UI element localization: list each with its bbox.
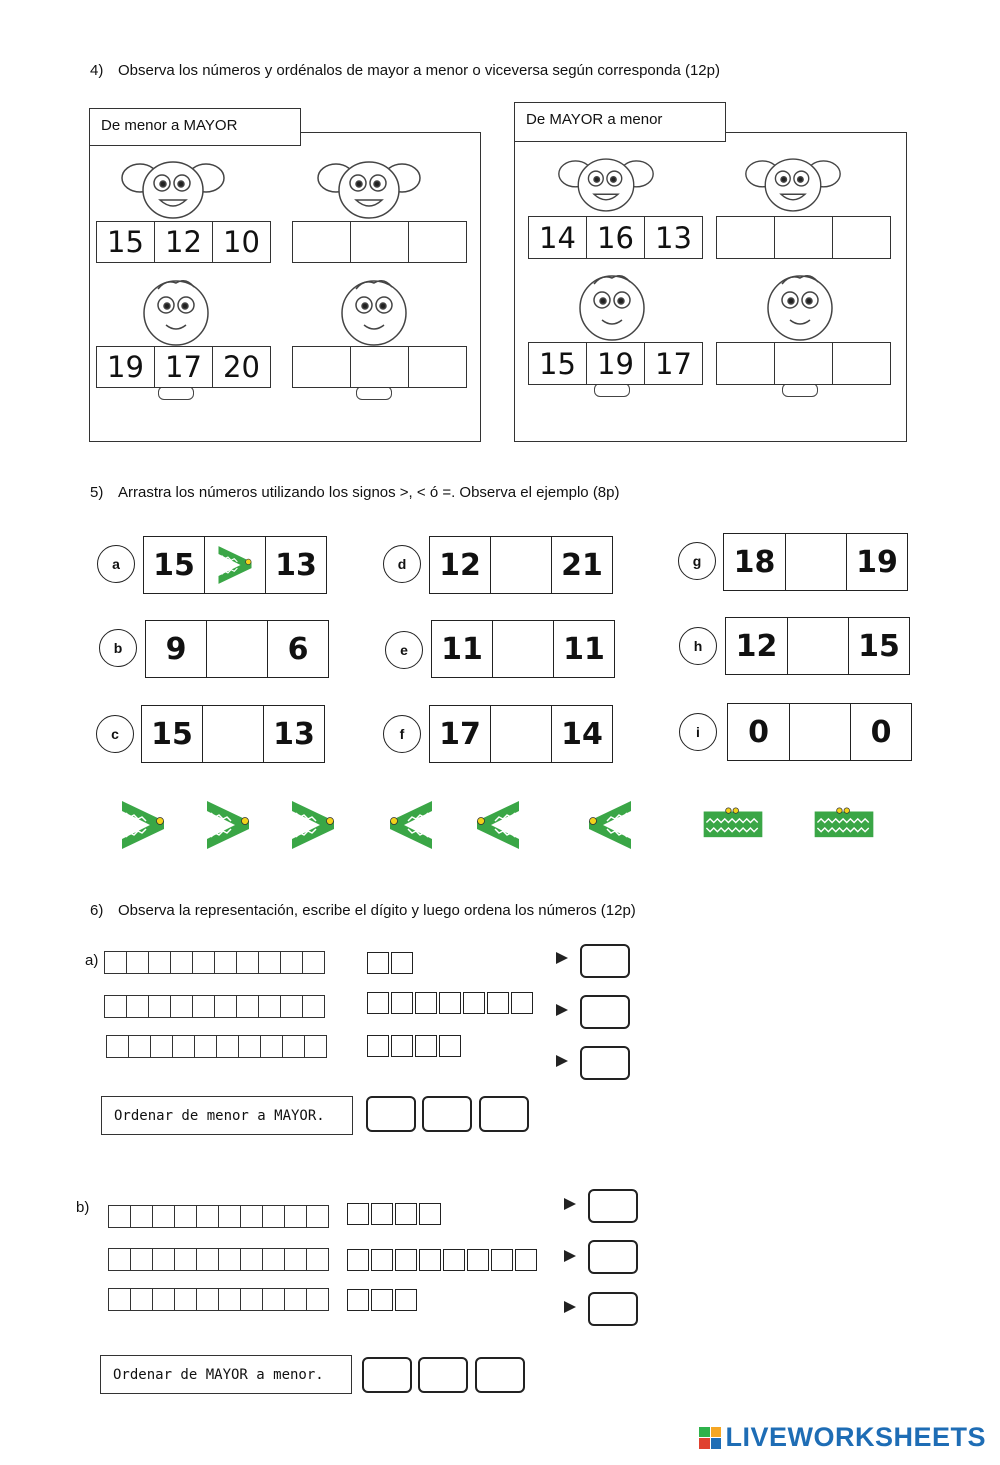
item-letter-f: f	[383, 715, 421, 753]
right-number: 13	[273, 716, 315, 752]
tens-cell	[303, 996, 324, 1017]
tens-cell	[109, 1289, 131, 1310]
unit-cube	[371, 1289, 393, 1311]
croc-greater-than-icon	[203, 797, 253, 853]
number-answer-box[interactable]	[588, 1240, 638, 1274]
unit-cube	[467, 1249, 489, 1271]
tens-cell	[171, 952, 193, 973]
tens-cell	[303, 952, 324, 973]
tens-cell	[175, 1206, 197, 1227]
tens-cell	[285, 1289, 307, 1310]
item-letter-a: a	[97, 545, 135, 583]
tens-cell	[193, 952, 215, 973]
girl-illustration	[314, 150, 424, 230]
tens-cell	[283, 1036, 305, 1057]
sign-drop-zone[interactable]	[493, 621, 554, 677]
draggable-less-than[interactable]	[473, 797, 523, 858]
unit-cube	[439, 992, 461, 1014]
example-row-right-bottom: 15 19 17	[528, 342, 703, 385]
tens-strip	[104, 951, 325, 974]
answer-cell[interactable]	[833, 217, 890, 258]
comparison-f	[429, 705, 613, 763]
number-answer-box[interactable]	[580, 1046, 630, 1080]
answer-row-right-top	[716, 216, 891, 259]
answer-cell[interactable]	[833, 343, 890, 384]
unit-cubes	[367, 952, 413, 974]
unit-cube	[515, 1249, 537, 1271]
number-answer-box[interactable]	[588, 1292, 638, 1326]
tens-cell	[241, 1289, 263, 1310]
tens-cell	[215, 996, 237, 1017]
unit-cube	[463, 992, 485, 1014]
unit-cube	[347, 1203, 369, 1225]
tens-cell	[175, 1289, 197, 1310]
arrow-right-icon	[564, 1250, 576, 1262]
panel-label-menor-a-mayor: De menor a MAYOR	[89, 108, 301, 146]
tens-strip	[108, 1205, 329, 1228]
answer-cell[interactable]	[717, 343, 775, 384]
kid-feet	[356, 386, 392, 400]
unit-cubes	[367, 1035, 461, 1057]
croc-greater-than-icon	[211, 543, 259, 587]
order-answer-box[interactable]	[366, 1096, 416, 1132]
unit-cube	[443, 1249, 465, 1271]
order-answer-box[interactable]	[362, 1357, 412, 1393]
draggable-greater-than[interactable]	[118, 797, 168, 858]
unit-cubes	[367, 992, 533, 1014]
unit-cube	[439, 1035, 461, 1057]
tens-cell	[285, 1249, 307, 1270]
draggable-equals[interactable]	[700, 806, 766, 844]
boy-illustration	[334, 275, 414, 349]
tens-cell	[237, 952, 259, 973]
item-letter-g: g	[678, 542, 716, 580]
tens-cell	[219, 1289, 241, 1310]
tens-cell	[193, 996, 215, 1017]
tens-cell	[195, 1036, 217, 1057]
answer-cell[interactable]	[351, 222, 409, 262]
unit-cube	[415, 992, 437, 1014]
comparison-i	[727, 703, 912, 761]
tens-cell	[109, 1206, 131, 1227]
unit-cube	[391, 952, 413, 974]
answer-cell[interactable]	[717, 217, 775, 258]
tens-cell	[285, 1206, 307, 1227]
girl-illustration	[738, 148, 848, 222]
answer-row-left-top	[292, 221, 467, 263]
draggable-equals[interactable]	[811, 806, 877, 844]
comparison-a	[143, 536, 327, 594]
answer-cell[interactable]	[409, 222, 466, 262]
tens-cell	[127, 996, 149, 1017]
croc-less-than-icon	[386, 797, 436, 853]
part-a-label: a)	[85, 952, 99, 969]
number-answer-box[interactable]	[588, 1189, 638, 1223]
order-label-a: Ordenar de menor a MAYOR.	[101, 1096, 353, 1135]
unit-cube	[347, 1249, 369, 1271]
unit-cube	[391, 1035, 413, 1057]
arrow-right-icon	[556, 952, 568, 964]
tens-cell	[149, 996, 171, 1017]
comparison-e	[431, 620, 615, 678]
comparison-c	[141, 705, 325, 763]
number-answer-box[interactable]	[580, 944, 630, 978]
tens-cell	[263, 1249, 285, 1270]
tens-cell	[175, 1249, 197, 1270]
comparison-h	[725, 617, 910, 675]
tens-cell	[241, 1249, 263, 1270]
unit-cube	[395, 1289, 417, 1311]
order-answer-box[interactable]	[422, 1096, 472, 1132]
liveworksheets-logo-icon	[699, 1427, 721, 1449]
sign-drop-zone[interactable]	[491, 537, 552, 593]
tens-cell	[153, 1289, 175, 1310]
order-answer-box[interactable]	[418, 1357, 468, 1393]
unit-cube	[491, 1249, 513, 1271]
number-answer-box[interactable]	[580, 995, 630, 1029]
unit-cube	[419, 1249, 441, 1271]
draggable-greater-than[interactable]	[288, 797, 338, 858]
unit-cube	[395, 1203, 417, 1225]
tens-cell	[197, 1289, 219, 1310]
arrow-right-icon	[556, 1004, 568, 1016]
tens-cell	[217, 1036, 239, 1057]
order-answer-box[interactable]	[475, 1357, 525, 1393]
right-number: 14	[561, 716, 603, 752]
draggable-greater-than[interactable]	[203, 797, 253, 858]
panel-label-mayor-a-menor: De MAYOR a menor	[514, 102, 726, 142]
tens-cell	[131, 1249, 153, 1270]
tens-cell	[173, 1036, 195, 1057]
sign-drop-zone[interactable]	[203, 706, 264, 762]
left-number: 15	[144, 537, 205, 593]
tens-cell	[259, 996, 281, 1017]
tens-cell	[281, 952, 303, 973]
section-5-instruction: 5) Arrastra los números utilizando los signos >, < ó =. Observa el ejemplo (8p)	[90, 484, 620, 501]
item-letter-d: d	[383, 545, 421, 583]
left-number: 9	[146, 621, 207, 677]
left-number: 18	[724, 534, 786, 590]
croc-equals-icon	[811, 806, 877, 839]
tens-cell	[215, 952, 237, 973]
tens-cell	[149, 952, 171, 973]
answer-cell[interactable]	[775, 343, 833, 384]
tens-cell	[237, 996, 259, 1017]
tens-cell	[219, 1249, 241, 1270]
unit-cube	[347, 1289, 369, 1311]
answer-cell[interactable]	[775, 217, 833, 258]
tens-cell	[109, 1249, 131, 1270]
example-row-right-top: 14 16 13	[528, 216, 703, 259]
sign-drop-zone[interactable]	[207, 621, 268, 677]
tens-strip	[104, 995, 325, 1018]
girl-illustration	[551, 148, 661, 222]
sign-drop-zone[interactable]	[790, 704, 851, 760]
tens-strip	[108, 1288, 329, 1311]
order-answer-box[interactable]	[479, 1096, 529, 1132]
tens-cell	[127, 952, 149, 973]
girl-illustration	[118, 150, 228, 230]
tens-cell	[153, 1249, 175, 1270]
left-number: 15	[142, 706, 203, 762]
item-letter-c: c	[96, 715, 134, 753]
croc-equals-icon	[700, 806, 766, 839]
right-number: 21	[561, 547, 603, 583]
tens-cell	[153, 1206, 175, 1227]
unit-cube	[367, 952, 389, 974]
left-number: 12	[430, 537, 491, 593]
tens-cell	[307, 1249, 328, 1270]
tens-cell	[131, 1289, 153, 1310]
answer-row-left-bottom	[292, 346, 467, 388]
tens-cell	[241, 1206, 263, 1227]
left-number: 0	[728, 704, 790, 760]
left-number: 17	[430, 706, 491, 762]
draggable-less-than[interactable]	[585, 797, 635, 858]
section-4-instruction: 4) Observa los números y ordénalos de mayor a menor o viceversa según corresponda (12p)	[90, 62, 720, 79]
tens-cell	[197, 1249, 219, 1270]
unit-cube	[415, 1035, 437, 1057]
tens-cell	[307, 1206, 328, 1227]
tens-cell	[105, 952, 127, 973]
sign-drop-zone[interactable]	[788, 618, 849, 674]
tens-cell	[307, 1289, 328, 1310]
sign-drop-zone[interactable]	[491, 706, 552, 762]
part-b-label: b)	[76, 1199, 90, 1216]
tens-cell	[197, 1206, 219, 1227]
liveworksheets-brand: LIVEWORKSHEETS	[699, 1422, 986, 1453]
tens-strip	[106, 1035, 327, 1058]
right-number: 19	[856, 544, 898, 580]
unit-cube	[391, 992, 413, 1014]
arrow-right-icon	[564, 1198, 576, 1210]
tens-strip	[108, 1248, 329, 1271]
arrow-right-icon	[556, 1055, 568, 1067]
tens-cell	[171, 996, 193, 1017]
draggable-less-than[interactable]	[386, 797, 436, 858]
unit-cube	[371, 1203, 393, 1225]
boy-illustration	[760, 270, 840, 344]
order-label-b: Ordenar de MAYOR a menor.	[100, 1355, 352, 1394]
tens-cell	[281, 996, 303, 1017]
unit-cube	[367, 992, 389, 1014]
left-number: 11	[432, 621, 493, 677]
tens-cell	[263, 1289, 285, 1310]
tens-cell	[259, 952, 281, 973]
arrow-right-icon	[564, 1301, 576, 1313]
unit-cubes	[347, 1203, 441, 1225]
unit-cube	[395, 1249, 417, 1271]
unit-cubes	[347, 1249, 537, 1271]
kid-feet	[782, 383, 818, 397]
boy-illustration	[136, 275, 216, 349]
example-row-left-top: 15 12 10	[96, 221, 271, 263]
answer-cell[interactable]	[351, 347, 409, 387]
answer-cell[interactable]	[293, 347, 351, 387]
left-number: 12	[726, 618, 788, 674]
right-number: 13	[275, 547, 317, 583]
item-letter-h: h	[679, 627, 717, 665]
unit-cube	[371, 1249, 393, 1271]
right-number: 15	[858, 628, 900, 664]
tens-cell	[129, 1036, 151, 1057]
tens-cell	[261, 1036, 283, 1057]
tens-cell	[305, 1036, 326, 1057]
tens-cell	[107, 1036, 129, 1057]
item-letter-e: e	[385, 631, 423, 669]
right-number: 11	[563, 631, 605, 667]
unit-cube	[419, 1203, 441, 1225]
item-letter-i: i	[679, 713, 717, 751]
answer-cell[interactable]	[409, 347, 466, 387]
tens-cell	[263, 1206, 285, 1227]
croc-less-than-icon	[585, 797, 635, 853]
answer-cell[interactable]	[293, 222, 351, 262]
tens-cell	[105, 996, 127, 1017]
sign-drop-zone[interactable]	[786, 534, 847, 590]
comparison-d	[429, 536, 613, 594]
answer-row-right-bottom	[716, 342, 891, 385]
right-number: 0	[870, 714, 892, 750]
comparison-b	[145, 620, 329, 678]
tens-cell	[239, 1036, 261, 1057]
item-letter-b: b	[99, 629, 137, 667]
kid-feet	[594, 383, 630, 397]
croc-greater-than-icon	[288, 797, 338, 853]
croc-less-than-icon	[473, 797, 523, 853]
tens-cell	[151, 1036, 173, 1057]
comparison-g	[723, 533, 908, 591]
boy-illustration	[572, 270, 652, 344]
unit-cubes	[347, 1289, 417, 1311]
sign-drop-zone[interactable]	[205, 537, 266, 593]
tens-cell	[219, 1206, 241, 1227]
kid-feet	[158, 386, 194, 400]
right-number: 6	[287, 631, 309, 667]
example-row-left-bottom: 19 17 20	[96, 346, 271, 388]
unit-cube	[511, 992, 533, 1014]
croc-greater-than-icon	[118, 797, 168, 853]
section-6-instruction: 6) Observa la representación, escribe el dígito y luego ordena los números (12p)	[90, 902, 636, 919]
tens-cell	[131, 1206, 153, 1227]
unit-cube	[487, 992, 509, 1014]
unit-cube	[367, 1035, 389, 1057]
